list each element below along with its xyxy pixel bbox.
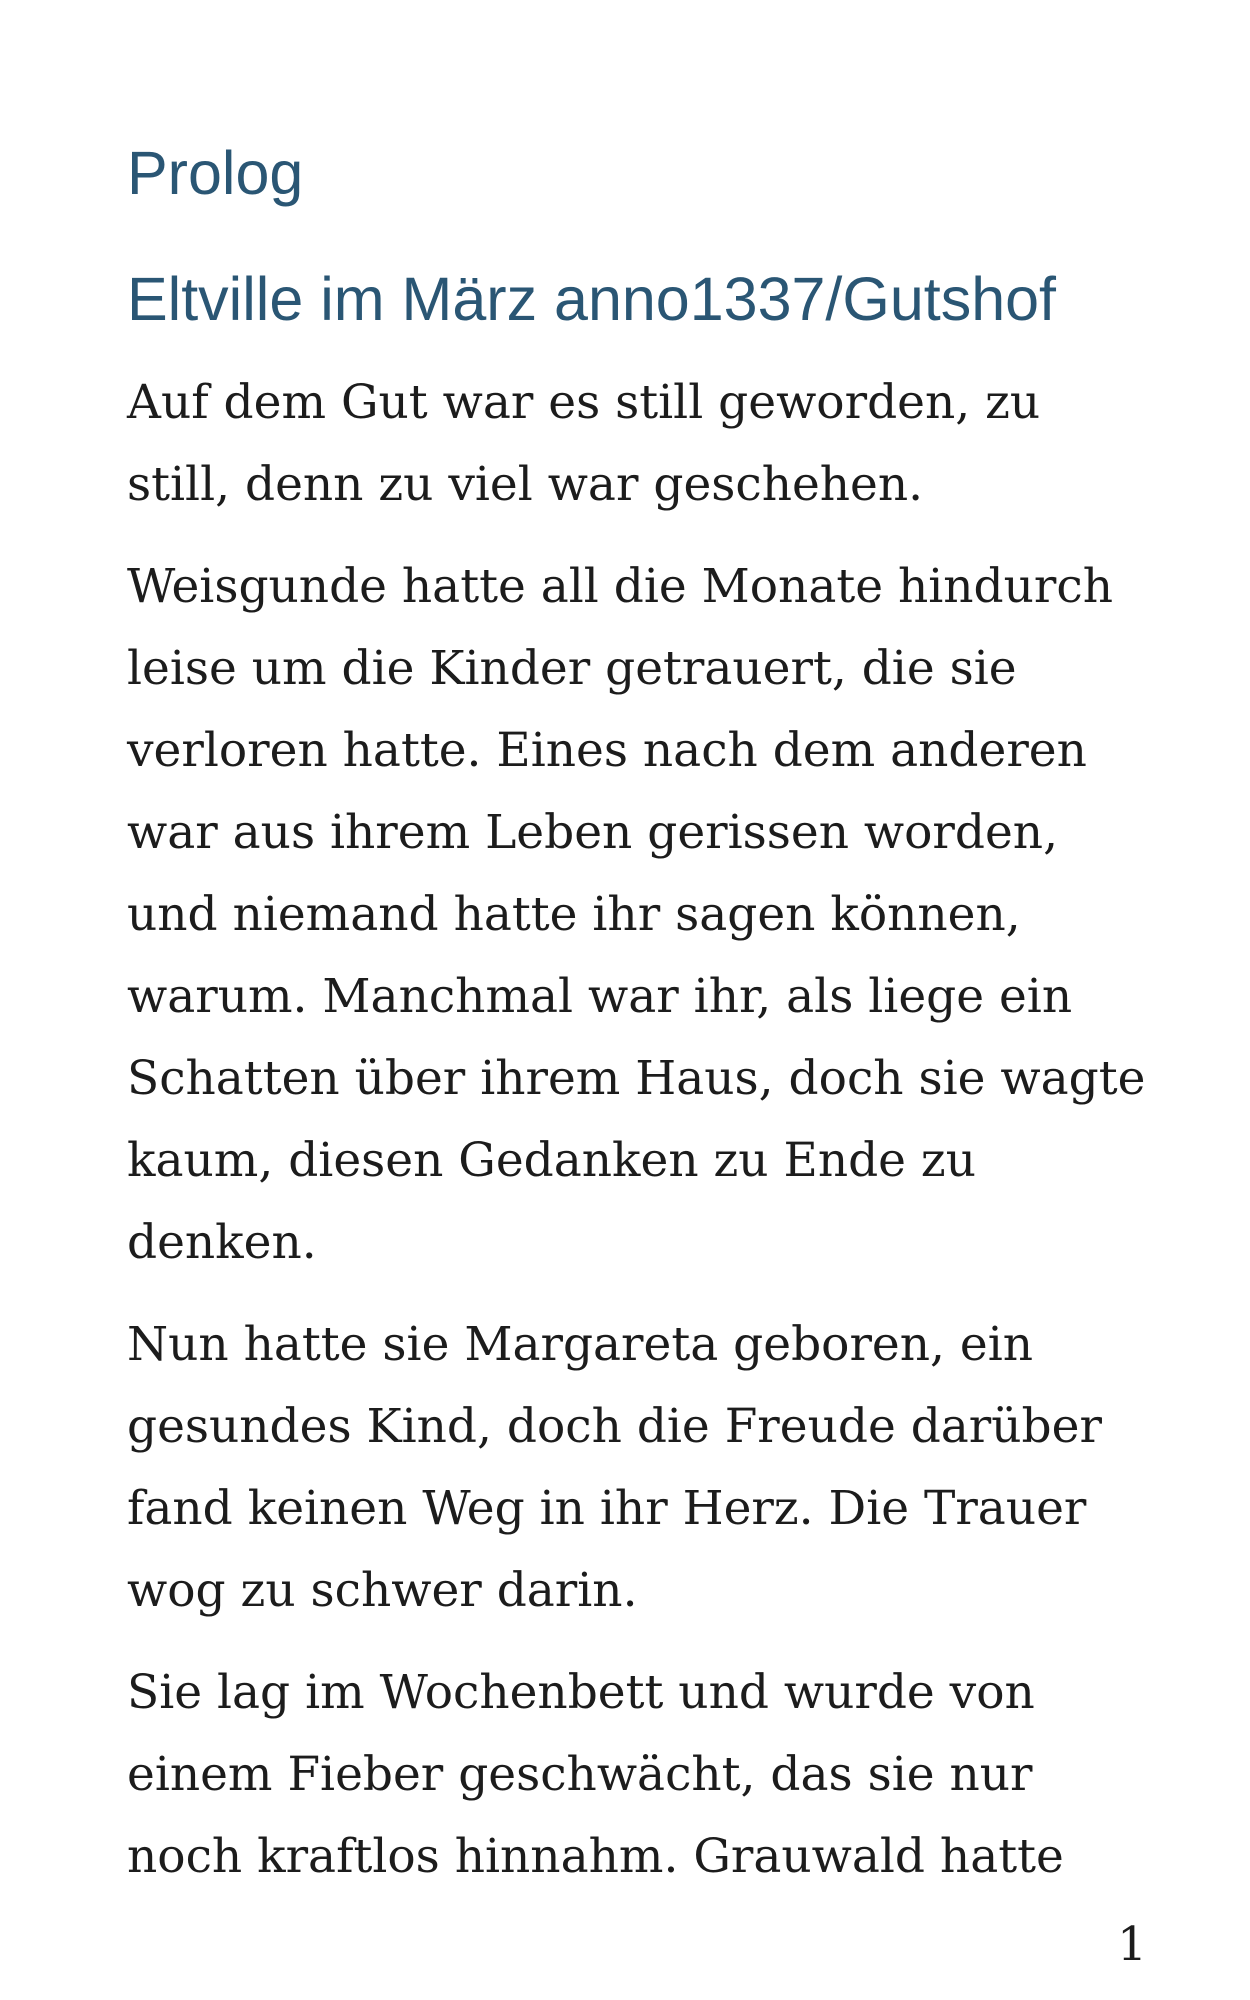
- page-content: [127, 130, 1147, 1918]
- paragraph: [127, 1304, 1147, 1632]
- text-line: noch kraftlos hinnahm. Grauwald hatte: [127, 1829, 1064, 1884]
- text-line: leise um die Kinder getrauert, die sie: [127, 641, 1017, 696]
- text-line: und niemand hatte ihr sagen können,: [127, 887, 1021, 942]
- text-line: denken.: [127, 1215, 317, 1270]
- text-line: fand keinen Weg in ihr Herz. Die Trauer: [127, 1481, 1087, 1536]
- text-line: Weisgunde hatte all die Monate hindurch: [127, 559, 1113, 614]
- paragraph: [127, 362, 1147, 526]
- text-line: verloren hatte. Eines nach dem anderen: [127, 723, 1087, 778]
- paragraph: [127, 1652, 1147, 1898]
- text-line: Nun hatte sie Margareta geboren, ein: [127, 1317, 1034, 1372]
- text-line: einem Fieber geschwächt, das sie nur: [127, 1747, 1033, 1802]
- text-line: Sie lag im Wochenbett und wurde von: [127, 1665, 1035, 1720]
- text-line: warum. Manchmal war ihr, als liege ein: [127, 969, 1073, 1024]
- text-line: wog zu schwer darin.: [127, 1563, 638, 1618]
- text-line: war aus ihrem Leben gerissen worden,: [127, 805, 1059, 860]
- chapter-title: Prolog: [127, 139, 304, 207]
- paragraph: [127, 546, 1147, 1284]
- text-line: Schatten über ihrem Haus, doch sie wagte: [127, 1051, 1146, 1106]
- text-line: still, denn zu viel war geschehen.: [127, 457, 924, 512]
- text-line: Auf dem Gut war es still geworden, zu: [127, 375, 1041, 430]
- text-line: kaum, diesen Gedanken zu Ende zu: [127, 1133, 976, 1188]
- text-line: gesundes Kind, doch die Freude darüber: [127, 1399, 1102, 1454]
- chapter-subtitle: Eltville im März anno1337/Gutshof: [127, 265, 1056, 333]
- page-number: 1: [1117, 1917, 1147, 1972]
